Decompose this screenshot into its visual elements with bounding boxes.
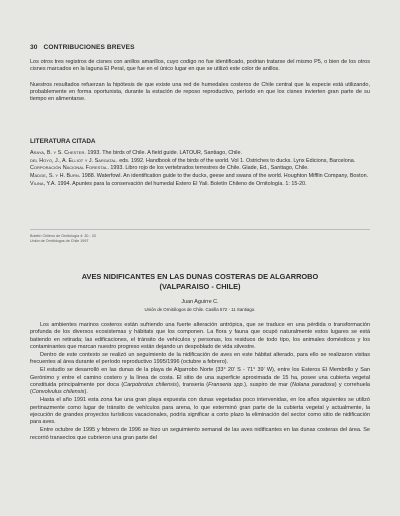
text-run: Los ambientes marinos costeros están sufriendo una fuerte alteración antrópica, que se traduce en una pérdida o transformación profunda de los diversos ecosistemas y hábitats que los componen. La flora y fauna que ocupó naturalmente estos lugares se está batiendo en retirada; las edificaciones, el tránsito de vehículos y personas, los residuos de todo tipo, los animales domésticos y los contaminantes que marcan nuestro progreso están dejando un despoblado de vida silvestre. (30, 322, 370, 350)
reference-item (30, 150, 370, 157)
page-number: 30 (30, 44, 38, 51)
footnote (30, 234, 96, 243)
text-run: Hasta el año 1991 esta zona fue una gran playa expuesta con dunas vegetadas poco intervenidas, en los años siguientes se utilizó pertinazmente como lugar de tránsito de vehículos para arena, lo que exterminó gran parte de la cubierta vegetal y actualmente, la ejecución de grandes proyectos turísticos vacacionales, podría significar a corto plazo la eliminación del sector como sitio de nidificación para aves. (30, 397, 370, 426)
footnote-line: Boletín Chileno de Ornitología 4: 30 - 33 (30, 234, 96, 238)
footnote-line: Unión de Ornitólogos de Chile 1997 (30, 238, 89, 243)
article-body (30, 322, 370, 443)
reference-item (30, 165, 370, 172)
text-run: Entre octubre de 1995 y febrero de 1996 se hizo un seguimiento semanal de las aves nidificantes en las dunas costeras del área. Se recorrió transectos que cubrieron una gran parte del (30, 427, 370, 441)
reference-text: eds. 1992. Handbook of the birds of the world. Vol 1. Ostriches to ducks. Lynx Edicions, Barcelona. (117, 157, 356, 164)
reference-text: 1993. The birds of Chile. A field guide. LATOUR, Santiago, Chile. (85, 150, 242, 156)
body-paragraph (30, 352, 370, 367)
body-paragraph (30, 367, 370, 396)
species-name: Nolana paradoxa (292, 381, 335, 388)
reference-authors: Madge, S. y H. Burn. (30, 173, 81, 180)
reference-item (30, 181, 370, 188)
paragraph: Nuestros resultados refuerzan la hipótesis de que existe una red de humedales costeros de Chile central que la especie está utilizando, probablemente en forma oportunista, durante la estación de reposo reproductivo, período en que los cisnes invierten gran parte de su tiempo en alimentarse. (30, 82, 370, 103)
paragraph: Los otros tres registros de cisnes con anillos amarillos, cuyo codigo no fue identificado, podrian tratarse del mismo P5, o bien de los otros cisnes marcados en la laguna El Peral, que fue en el único lugar en que se utilizó este color de anillos. (30, 59, 370, 73)
text-run: El estudio se desarrolló en las dunas de la playa de Algarrobo Norte (33° 20' S - 71° 39' W), entre los Esteros El Membrillo y San Gerónimo y entre el camino costero y la línea de costa. El sitio de una superficie aproximada de 15 ha, posee una cubierta vegetal constituida principalmente por doca ( (30, 367, 370, 388)
text-run: ), transeria ( (176, 381, 209, 388)
reference-text: 1988. Waterfowl. An identification guide to the ducks, geese and swans of the world. Houghton Mifflin Company, Boston. (80, 173, 369, 180)
species-name: Convolvulus chilensis (31, 389, 85, 396)
reference-authors: del Hoyo, J., A. Elliot y J. Sargatal. (30, 157, 118, 164)
reference-authors: Vilina, Y.A. (30, 180, 56, 187)
species-name: Franseria spp. (208, 381, 245, 388)
journal-section: CONTRIBUCIONES BREVES (43, 44, 135, 51)
reference-authors: Corporación Nacional Forestal. (30, 165, 109, 172)
text-run: Dentro de este contexto se realizó un seguimiento de la nidificación de aves en este hábitat alterado, para ello se realizaron visitas frecuentes al área durante el período reproductivo 1995/1996 (octubre a febrero). (30, 351, 370, 366)
article-author: Juan Aguirre C. (181, 299, 219, 305)
reference-text: 1994. Apuntes para la conservación del humedal Estero El Yali. Boletín Chileno de Ornitología. 1: 15-20. (56, 180, 307, 187)
reference-list (30, 150, 370, 188)
body-paragraph (30, 427, 370, 442)
article-affiliation: Unión de Ornitólogos de Chile. Casilla 572 - 11 Santiago. (144, 307, 256, 312)
literature-heading: LITERATURA CITADA (30, 138, 96, 145)
body-paragraph (30, 322, 370, 351)
text-run: ). (84, 389, 88, 396)
running-header (30, 44, 139, 51)
reference-item (30, 158, 370, 165)
reference-authors: Araya, B. y S. Chester. (30, 150, 86, 156)
reference-item (30, 173, 370, 180)
article-title (30, 272, 370, 292)
text-run: ), suspiro de mar ( (244, 381, 293, 388)
reference-text: 1993. Libro rojo de los vertebrados terrestres de Chile. Glade, Ed., Santiago, Chile. (108, 165, 309, 172)
body-paragraph (30, 397, 370, 426)
article-title-line: (VALPARAISO - CHILE) (159, 282, 241, 291)
article-title-line: AVES NIDIFICANTES EN LAS DUNAS COSTERAS DE ALGARROBO (81, 272, 319, 281)
divider (30, 229, 370, 230)
text-run: ) y correhuela ( (30, 381, 370, 396)
species-name: Carpobrotus chilensis (123, 381, 177, 388)
